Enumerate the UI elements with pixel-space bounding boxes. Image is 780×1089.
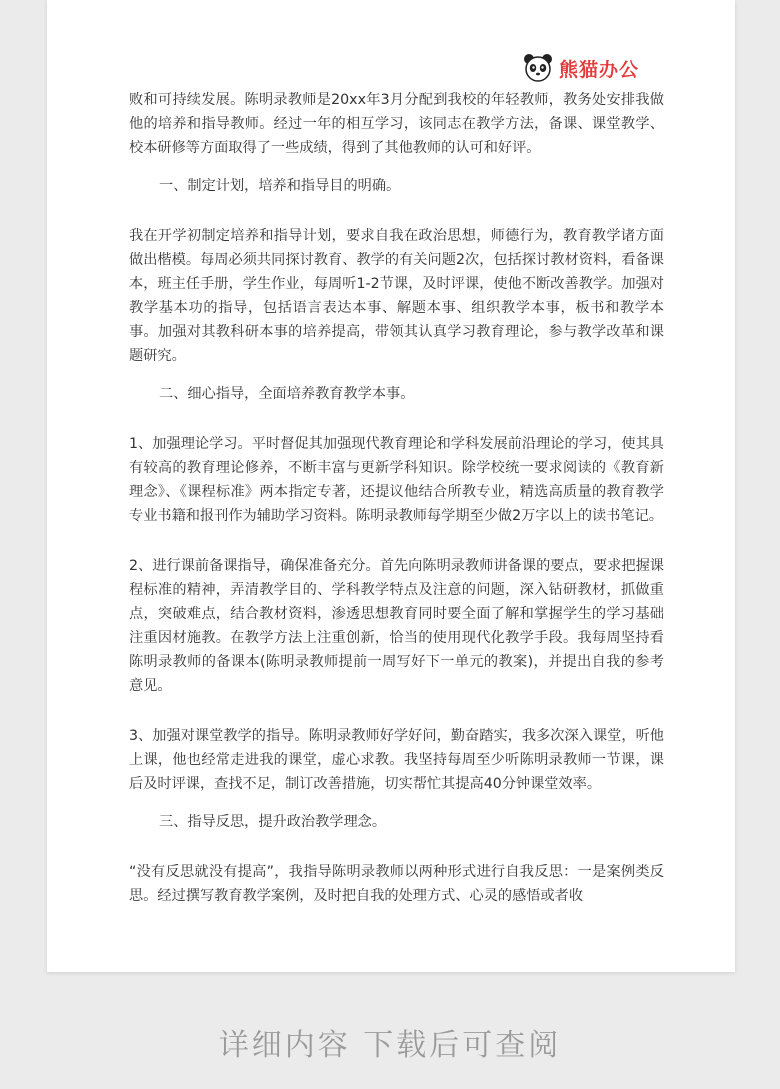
- paragraph-plan: 我在开学初制定培养和指导计划，要求自我在政治思想，师德行为，教育教学诸方面做出楷模。每周必须共同探讨教育、教学的有关问题2次，包括探讨教材资料，看备课本，班主任手册，学生作业，每周听1-2节课，及时评课，使他不断改善教学。加强对教学基本功的指导，包括语言表达本事、解题本事、组织教学本事，板书和教学本事。加强对其教科研本事的培养提高，带领其认真学习教育理论，参与教学改革和课题研究。: [129, 228, 664, 364]
- brand-header: [523, 53, 639, 83]
- brand-name: 熊猫办公: [558, 58, 639, 81]
- paragraph-intro: 败和可持续发展。陈明录教师是20xx年3月分配到我校的年轻教师，教务处安排我做他的培养和指导教师。经过一年的相互学习，该同志在教学方法，备课、课堂教学、校本研修等方面取得了一些成绩，得到了其他教师的认可和好评。: [129, 92, 664, 156]
- panda-icon: [523, 53, 553, 83]
- section-heading-1: 一、制定计划，培养和指导目的明确。: [159, 178, 401, 194]
- paragraph-reflection: “没有反思就没有提高”，我指导陈明录教师以两种形式进行自我反思：一是案例类反思。经过撰写教育教学案例，及时把自我的处理方式、心灵的感悟或者收: [129, 864, 664, 904]
- section-heading-3: 三、指导反思，提升政治教学理念。: [159, 814, 387, 830]
- footer-download-hint: 详细内容 下载后可查阅: [218, 1028, 562, 1063]
- document-page: [47, 0, 735, 972]
- document-body: [129, 88, 664, 908]
- paragraph-lesson-prep: 2、进行课前备课指导，确保准备充分。首先向陈明录教师讲备课的要点，要求把握课程标准的精神，弄清教学目的、学科教学特点及注意的问题，深入钻研教材，抓做重点，突破难点，结合教材资料，渗透思想教育同时要全面了解和掌握学生的学习基础注重因材施教。在教学方法上注重创新，恰当的使用现代化教学手段。我每周坚持看陈明录教师的备课本(陈明录教师提前一周写好下一单元的教案)，并提出自我的参考意见。: [129, 558, 664, 694]
- section-heading-2: 二、细心指导，全面培养教育教学本事。: [159, 386, 415, 402]
- paragraph-theory: 1、加强理论学习。平时督促其加强现代教育理论和学科发展前沿理论的学习，使其具有较高的教育理论修养，不断丰富与更新学科知识。除学校统一要求阅读的《教育新理念》、《课程标准》两本指定专著，还提议他结合所教专业，精选高质量的教育教学专业书籍和报刊作为辅助学习资料。陈明录教师每学期至少做2万字以上的读书笔记。: [129, 436, 664, 524]
- paragraph-classroom: 3、加强对课堂教学的指导。陈明录教师好学好问，勤奋踏实，我多次深入课堂，听他上课，他也经常走进我的课堂，虚心求教。我坚持每周至少听陈明录教师一节课，课后及时评课，查找不足，制订改善措施，切实帮忙其提高40分钟课堂效率。: [129, 728, 664, 792]
